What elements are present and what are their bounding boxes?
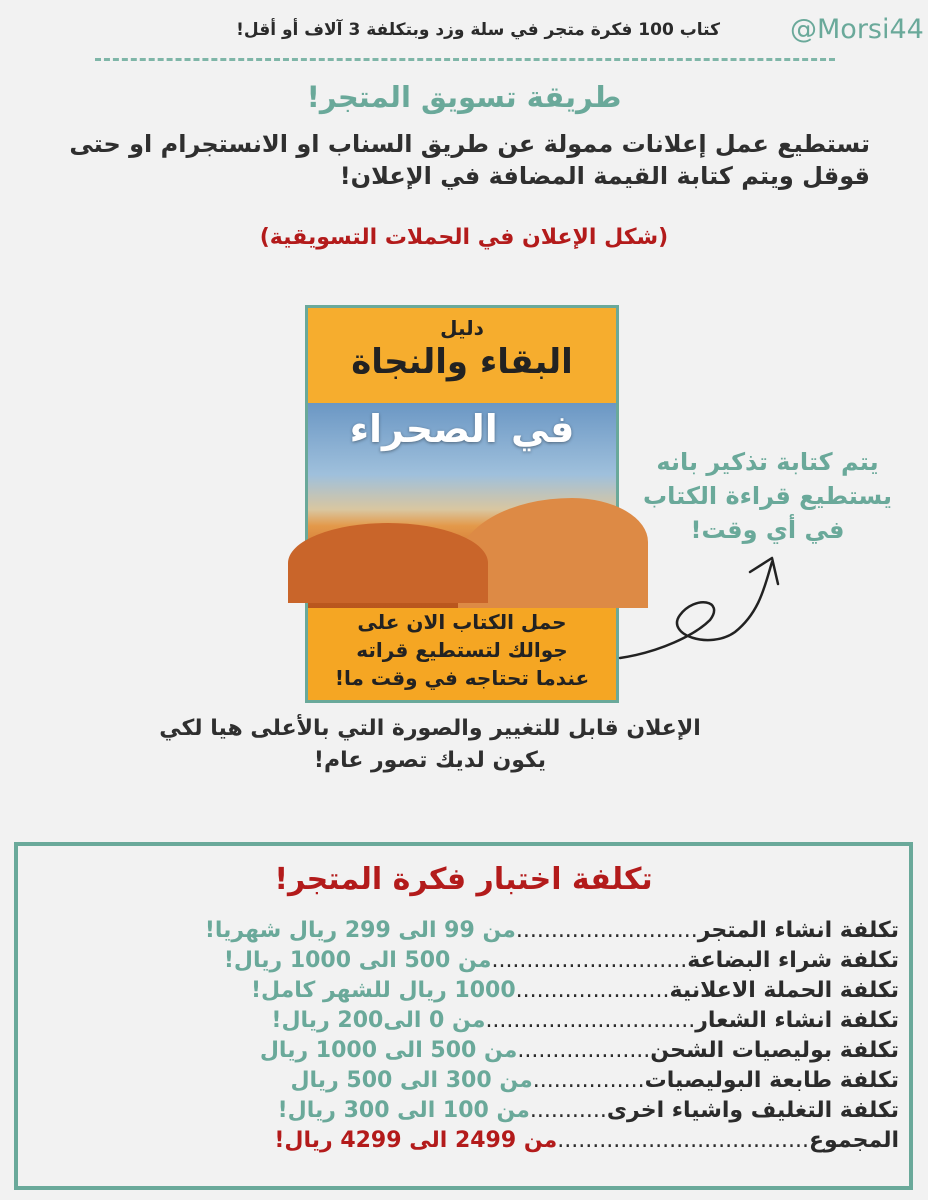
cost-label: تكلفة شراء البضاعة [687, 948, 899, 973]
editable-line: الإعلان قابل للتغيير والصورة التي بالأعلى هيا لكي [159, 716, 701, 741]
book-header-title: كتاب 100 فكرة متجر في سلة وزد وبتكلفة 3 آلاف أو أقل! [236, 20, 720, 40]
cost-row [179, 1066, 899, 1096]
cost-label: تكلفة انشاء الشعار [695, 1008, 899, 1033]
cost-label: تكلفة الحملة الاعلانية [669, 978, 899, 1003]
cost-value: من 100 الى 300 ريال! [277, 1098, 530, 1123]
desert-photo [308, 403, 616, 608]
cost-list [179, 916, 899, 1156]
cost-row [179, 1036, 899, 1066]
editable-note [120, 713, 740, 777]
cost-value: من 500 الى 1000 ريال! [223, 948, 492, 973]
book-main-title: البقاء والنجاة [351, 342, 573, 382]
ad-shape-caption: (شكل الإعلان في الحملات التسويقية) [259, 225, 669, 250]
cost-row [179, 916, 899, 946]
cost-label: تكلفة التغليف واشياء اخرى [606, 1098, 899, 1123]
book-desert-title: في الصحراء [349, 407, 575, 451]
cost-value: من 300 الى 500 ريال [290, 1068, 533, 1093]
cost-title: تكلفة اختبار فكرة المتجر! [274, 862, 653, 897]
cost-dots: ............................ [491, 948, 688, 973]
book-line: عندما تحتاجه في وقت ما! [334, 666, 590, 690]
cost-label: المجموع [809, 1128, 899, 1153]
reminder-note [625, 445, 910, 547]
cost-row [179, 1096, 899, 1126]
reminder-line: يتم كتابة تذكير بانه [656, 448, 879, 476]
book-subtitle: دليل [440, 316, 484, 340]
book-line: جوالك لتستطيع قراته [356, 638, 568, 662]
cost-total-row [179, 1126, 899, 1156]
cost-dots: .............................. [485, 1008, 696, 1033]
dune-shape [288, 523, 488, 603]
cost-label: تكلفة انشاء المتجر [697, 918, 899, 943]
editable-line: يكون لديك تصور عام! [313, 748, 547, 773]
reminder-line: يستطيع قراءة الكتاب [643, 482, 892, 510]
book-bottom-text [308, 608, 616, 700]
cost-label: تكلفة بوليصيات الشحن [650, 1038, 899, 1063]
book-top-banner [308, 308, 616, 403]
book-line: حمل الكتاب الان على [357, 610, 567, 634]
cost-dots: ................ [532, 1068, 645, 1093]
cost-box [14, 842, 913, 1190]
cost-dots: ...................... [515, 978, 670, 1003]
curved-arrow-icon [600, 540, 800, 690]
cost-dots: .................................... [557, 1128, 810, 1153]
cost-value: من 2499 الى 4299 ريال! [274, 1128, 558, 1153]
dashed-divider [95, 58, 835, 61]
cost-value: من 99 الى 299 ريال شهريا! [204, 918, 516, 943]
cost-row [179, 976, 899, 1006]
cost-row [179, 1006, 899, 1036]
book-ad-image [305, 305, 619, 703]
cost-label: تكلفة طابعة البوليصيات [644, 1068, 899, 1093]
marketing-intro: تستطيع عمل إعلانات ممولة عن طريق السناب او الانستجرام او حتى قوقل ويتم كتابة القيمة المضافة في الإعلان! [69, 130, 870, 190]
marketing-title: طريقة تسويق المتجر! [306, 80, 622, 114]
cost-dots: .......................... [515, 918, 698, 943]
cost-dots: ........... [529, 1098, 607, 1123]
cost-value: 1000 ريال للشهر كامل! [250, 978, 516, 1003]
cost-dots: ................... [517, 1038, 651, 1063]
author-handle: @Morsi44 [790, 14, 924, 45]
cost-row [179, 946, 899, 976]
cost-value: من 500 الى 1000 ريال [259, 1038, 518, 1063]
reminder-line: في أي وقت! [690, 516, 845, 544]
cost-value: من 0 الى200 ريال! [271, 1008, 486, 1033]
